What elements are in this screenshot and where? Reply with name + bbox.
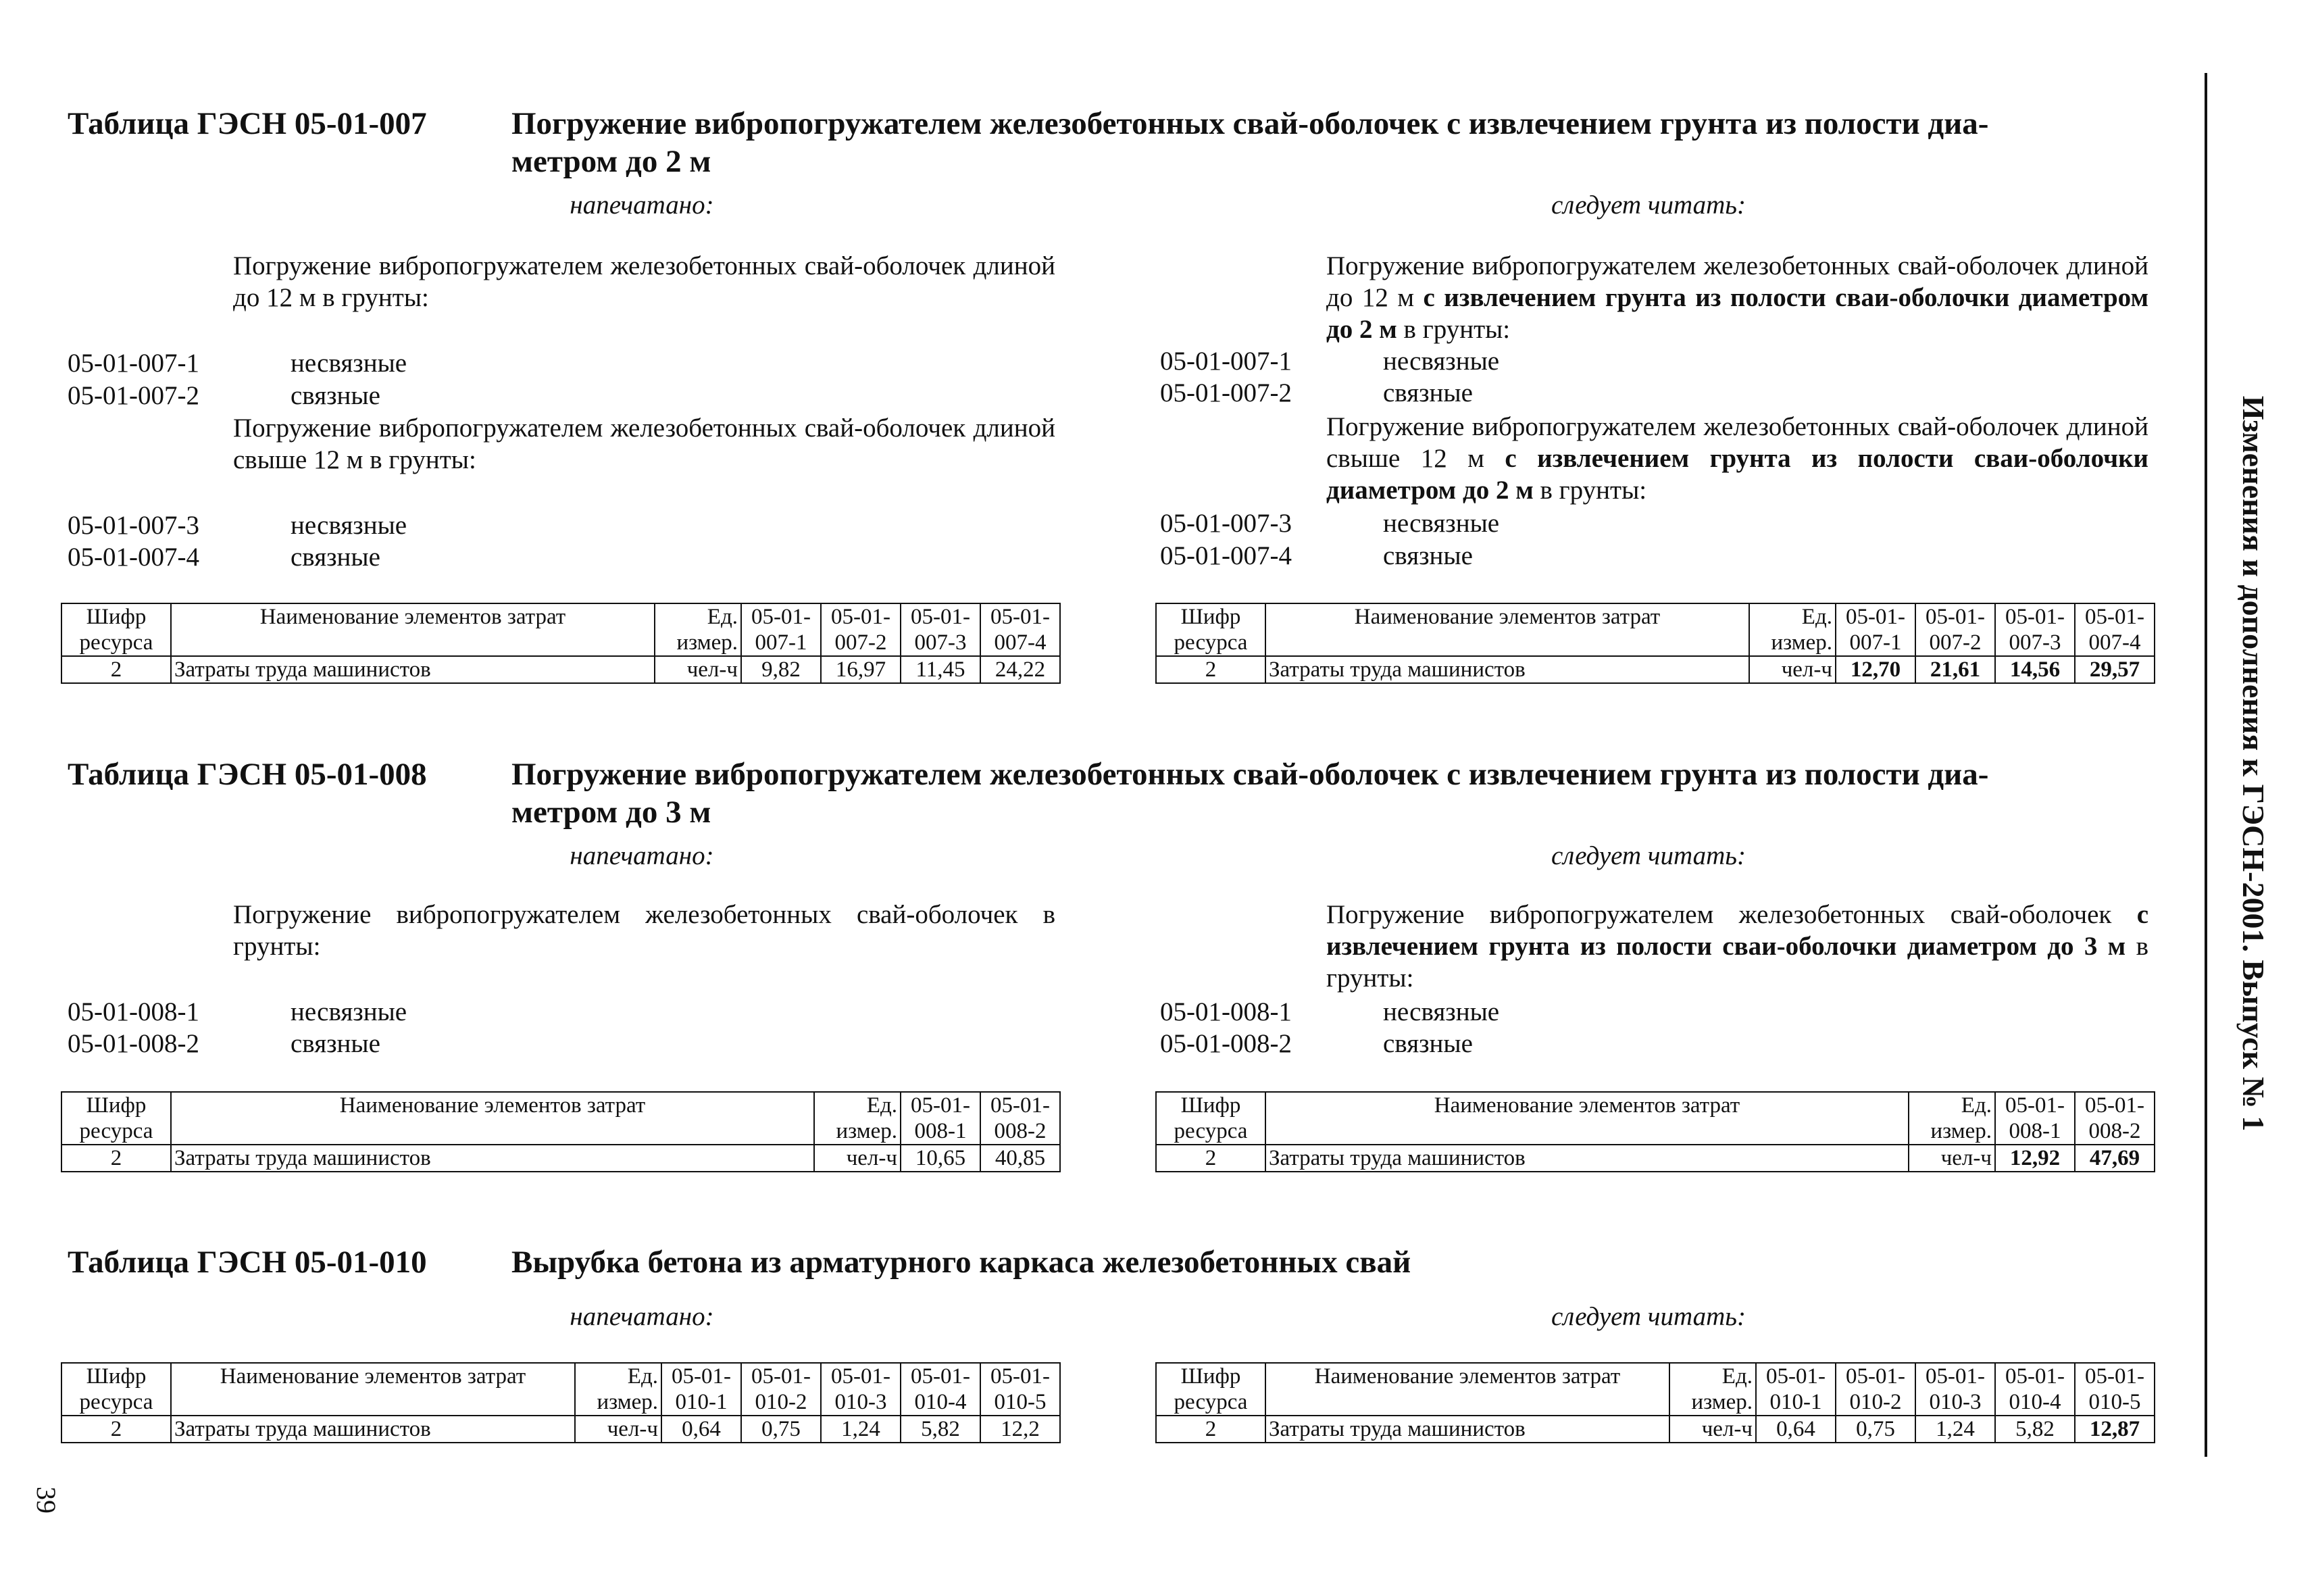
cell-name: Затраты труда машинистов <box>171 656 655 683</box>
cell-name: Затраты труда машинистов <box>171 1145 814 1172</box>
section-1-right-row-code: 05-01-007-3 <box>1160 509 1292 538</box>
margin-rule <box>2205 73 2207 1457</box>
header-col: 010-1 <box>1756 1389 1836 1416</box>
cell-resource: 2 <box>61 1416 171 1443</box>
header-col: 008-2 <box>980 1118 1060 1145</box>
header-col: 010-2 <box>1836 1389 1915 1416</box>
cell-resource: 2 <box>1156 1416 1265 1443</box>
cell-value: 47,69 <box>2075 1145 2155 1172</box>
header-col: 05-01- <box>1915 603 1995 630</box>
section-1-right-row-code: 05-01-007-2 <box>1160 378 1292 407</box>
cell-resource: 2 <box>1156 656 1265 683</box>
header-col: 007-2 <box>821 630 901 656</box>
header-col: 007-4 <box>2075 630 2155 656</box>
header-col: 010-2 <box>741 1389 821 1416</box>
cell-value: 40,85 <box>980 1145 1060 1172</box>
cell-value: 12,87 <box>2075 1416 2155 1443</box>
header-col: 05-01- <box>2075 603 2155 630</box>
section-1-left-row-code: 05-01-007-4 <box>68 543 199 572</box>
section-1-left-group1-text: Погружение вибропогружателем железобетонных свай-оболочек длиной до 12 м в грунты: <box>233 251 1055 312</box>
header-col: 05-01- <box>661 1363 741 1389</box>
section-1-right-row-value: связные <box>1383 378 1473 407</box>
cell-value: 9,82 <box>741 656 821 683</box>
header-col: 05-01- <box>980 1363 1060 1389</box>
table-row <box>61 656 1060 683</box>
header-col: 05-01- <box>1756 1363 1836 1389</box>
header-col: 05-01- <box>901 603 980 630</box>
header-col: 05-01- <box>2075 1092 2155 1118</box>
section-1-left-row-code: 05-01-007-2 <box>68 381 199 410</box>
cell-value: 12,2 <box>980 1416 1060 1443</box>
section-1-left-row-value: связные <box>291 381 380 410</box>
section-1-left-row-code: 05-01-007-3 <box>68 511 199 540</box>
header-col: 05-01- <box>1836 603 1915 630</box>
section-3-printed-label: напечатано: <box>570 1302 714 1331</box>
section-1-left-row-code: 05-01-007-1 <box>68 349 199 378</box>
header-col: 05-01- <box>741 603 821 630</box>
section-1-title-line2: метром до 2 м <box>511 144 711 179</box>
table-row <box>1156 1416 2155 1443</box>
header-col: 008-2 <box>2075 1118 2155 1145</box>
cell-resource: 2 <box>1156 1145 1265 1172</box>
section-2-title-line1: Погружение вибропогружателем железобетонных свай-оболочек с извлечением грунта из полости диа- <box>511 757 1989 792</box>
cell-value: 0,75 <box>1836 1416 1915 1443</box>
section-1-right-group2-text: Погружение вибропогружателем железобетонных свай-оболочек длиной свыше 12 м с извлечением грунта из полости сваи-оболочки диаметром до 2 м в грунты: <box>1326 412 2149 505</box>
header-col: 010-3 <box>1915 1389 1995 1416</box>
cell-unit: чел-ч <box>1909 1145 1995 1172</box>
header-col: 05-01- <box>980 1092 1060 1118</box>
section-1-right-row-value: связные <box>1383 541 1473 570</box>
header-col: 05-01- <box>901 1092 980 1118</box>
cell-value: 5,82 <box>1995 1416 2075 1443</box>
header-resource: ресурса <box>61 630 171 656</box>
cell-resource: 2 <box>61 1145 171 1172</box>
section-3-code: Таблица ГЭСН 05-01-010 <box>68 1245 427 1280</box>
cell-value: 0,64 <box>1756 1416 1836 1443</box>
section-3-title-line1: Вырубка бетона из арматурного каркаса железобетонных свай <box>511 1245 1411 1280</box>
cell-name: Затраты труда машинистов <box>1265 1416 1669 1443</box>
header-unit: измер. <box>814 1118 901 1145</box>
header-col: 05-01- <box>821 1363 901 1389</box>
header-name: Наименование элементов затрат <box>171 1363 575 1389</box>
cell-resource: 2 <box>61 656 171 683</box>
section-3-table-corrected <box>1155 1362 2155 1443</box>
section-1-table-corrected <box>1155 603 2155 684</box>
header-col: 05-01- <box>1995 1092 2075 1118</box>
cell-value: 21,61 <box>1915 656 1995 683</box>
header-col: 007-4 <box>980 630 1060 656</box>
header-col: 007-3 <box>1995 630 2075 656</box>
section-2-right-row-code: 05-01-008-2 <box>1160 1029 1292 1058</box>
header-col: 010-4 <box>901 1389 980 1416</box>
section-2-code: Таблица ГЭСН 05-01-008 <box>68 757 427 792</box>
section-1-left-group2-text: Погружение вибропогружателем железобетонных свай-оболочек длиной свыше 12 м в грунты: <box>233 414 1055 474</box>
cell-value: 12,92 <box>1995 1145 2075 1172</box>
header-col: 05-01- <box>821 603 901 630</box>
header-unit: Ед. <box>1749 603 1836 630</box>
header-name: Наименование элементов затрат <box>1265 603 1749 630</box>
section-2-left-group1-text: Погружение вибропогружателем железобетонных свай-оболочек в грунты: <box>233 900 1055 961</box>
table-row <box>61 1416 1060 1443</box>
section-2-right-row-value: несвязные <box>1383 997 1500 1026</box>
section-2-right-group1-text: Погружение вибропогружателем железобетонных свай-оболочек с извлечением грунта из полости сваи-оболочки диаметром до 3 м в грунты: <box>1326 900 2148 993</box>
header-name: Наименование элементов затрат <box>1265 1092 1909 1118</box>
header-unit: Ед. <box>1669 1363 1756 1389</box>
section-2-title-line2: метром до 3 м <box>511 795 711 830</box>
header-resource: Шифр <box>1156 1092 1265 1118</box>
cell-name: Затраты труда машинистов <box>1265 656 1749 683</box>
cell-name: Затраты труда машинистов <box>171 1416 575 1443</box>
section-3-table-printed <box>61 1362 1061 1443</box>
header-resource: Шифр <box>61 603 171 630</box>
header-resource: ресурса <box>1156 630 1265 656</box>
header-col: 05-01- <box>2075 1363 2155 1389</box>
cell-name: Затраты труда машинистов <box>1265 1145 1909 1172</box>
header-resource: ресурса <box>1156 1118 1265 1145</box>
cell-value: 0,64 <box>661 1416 741 1443</box>
header-col: 010-5 <box>980 1389 1060 1416</box>
cell-value: 1,24 <box>821 1416 901 1443</box>
section-2-right-row-code: 05-01-008-1 <box>1160 997 1292 1026</box>
section-2-table-printed <box>61 1091 1061 1172</box>
header-col: 007-1 <box>1836 630 1915 656</box>
section-1-right-row-code: 05-01-007-4 <box>1160 541 1292 570</box>
section-1-code: Таблица ГЭСН 05-01-007 <box>68 106 427 141</box>
section-2-left-row-value: несвязные <box>291 997 407 1026</box>
cell-unit: чел-ч <box>814 1145 901 1172</box>
cell-unit: чел-ч <box>1669 1416 1756 1443</box>
cell-value: 16,97 <box>821 656 901 683</box>
section-1-right-row-value: несвязные <box>1383 509 1500 538</box>
cell-value: 10,65 <box>901 1145 980 1172</box>
header-unit: измер. <box>1749 630 1836 656</box>
header-col: 010-1 <box>661 1389 741 1416</box>
cell-value: 29,57 <box>2075 656 2155 683</box>
section-1-left-row-value: несвязные <box>291 349 407 378</box>
section-2-table-corrected <box>1155 1091 2155 1172</box>
cell-value: 5,82 <box>901 1416 980 1443</box>
section-2-read-label: следует читать: <box>1551 841 1746 870</box>
header-unit: измер. <box>575 1389 661 1416</box>
header-col: 007-2 <box>1915 630 1995 656</box>
header-resource: Шифр <box>1156 1363 1265 1389</box>
cell-unit: чел-ч <box>1749 656 1836 683</box>
cell-unit: чел-ч <box>575 1416 661 1443</box>
section-2-left-row-value: связные <box>291 1029 380 1058</box>
header-unit: Ед. <box>1909 1092 1995 1118</box>
section-2-left-row-code: 05-01-008-1 <box>68 997 199 1026</box>
table-row <box>1156 1145 2155 1172</box>
section-2-right-row-value: связные <box>1383 1029 1473 1058</box>
section-1-right-group1-text: Погружение вибропогружателем железобетонных свай-оболочек длиной до 12 м с извлечением грунта из полости сваи-оболочки диаметром до 2 м в грунты: <box>1326 251 2149 344</box>
section-1-right-row-value: несвязные <box>1383 347 1500 376</box>
cell-unit: чел-ч <box>655 656 741 683</box>
header-unit: измер. <box>1909 1118 1995 1145</box>
header-col: 008-1 <box>1995 1118 2075 1145</box>
section-1-printed-label: напечатано: <box>570 191 714 220</box>
header-name: Наименование элементов затрат <box>171 1092 814 1118</box>
header-col: 007-1 <box>741 630 821 656</box>
section-1-left-row-value: связные <box>291 543 380 572</box>
header-resource: Шифр <box>61 1092 171 1118</box>
header-col: 05-01- <box>1995 1363 2075 1389</box>
header-resource: ресурса <box>61 1118 171 1145</box>
section-2-printed-label: напечатано: <box>570 841 714 870</box>
header-unit: Ед. <box>575 1363 661 1389</box>
header-col: 010-3 <box>821 1389 901 1416</box>
cell-value: 11,45 <box>901 656 980 683</box>
table-row <box>1156 656 2155 683</box>
header-resource: Шифр <box>1156 603 1265 630</box>
header-unit: измер. <box>1669 1389 1756 1416</box>
header-col: 007-3 <box>901 630 980 656</box>
cell-value: 12,70 <box>1836 656 1915 683</box>
header-unit: измер. <box>655 630 741 656</box>
cell-value: 1,24 <box>1915 1416 1995 1443</box>
header-name: Наименование элементов затрат <box>171 603 655 630</box>
header-resource: ресурса <box>1156 1389 1265 1416</box>
section-1-table-printed <box>61 603 1061 684</box>
section-1-right-row-code: 05-01-007-1 <box>1160 347 1292 376</box>
header-name: Наименование элементов затрат <box>1265 1363 1669 1389</box>
section-1-read-label: следует читать: <box>1551 191 1746 220</box>
header-unit: Ед. <box>814 1092 901 1118</box>
header-resource: ресурса <box>61 1389 171 1416</box>
section-1-left-row-value: несвязные <box>291 511 407 540</box>
cell-value: 0,75 <box>741 1416 821 1443</box>
header-col: 010-4 <box>1995 1389 2075 1416</box>
table-row <box>61 1145 1060 1172</box>
section-3-read-label: следует читать: <box>1551 1302 1746 1331</box>
page-number: 39 <box>31 1487 61 1514</box>
header-col: 010-5 <box>2075 1389 2155 1416</box>
header-col: 05-01- <box>901 1363 980 1389</box>
section-1-title-line1: Погружение вибропогружателем железобетонных свай-оболочек с извлечением грунта из полости диа- <box>511 106 1989 141</box>
header-resource: Шифр <box>61 1363 171 1389</box>
header-col: 05-01- <box>1995 603 2075 630</box>
header-col: 05-01- <box>980 603 1060 630</box>
header-col: 05-01- <box>1836 1363 1915 1389</box>
section-2-left-row-code: 05-01-008-2 <box>68 1029 199 1058</box>
running-title: Изменения и дополнения к ГЭСН-2001. Выпуск № 1 <box>2236 395 2271 1132</box>
header-col: 05-01- <box>1915 1363 1995 1389</box>
header-col: 05-01- <box>741 1363 821 1389</box>
cell-value: 24,22 <box>980 656 1060 683</box>
cell-value: 14,56 <box>1995 656 2075 683</box>
header-unit: Ед. <box>655 603 741 630</box>
header-col: 008-1 <box>901 1118 980 1145</box>
